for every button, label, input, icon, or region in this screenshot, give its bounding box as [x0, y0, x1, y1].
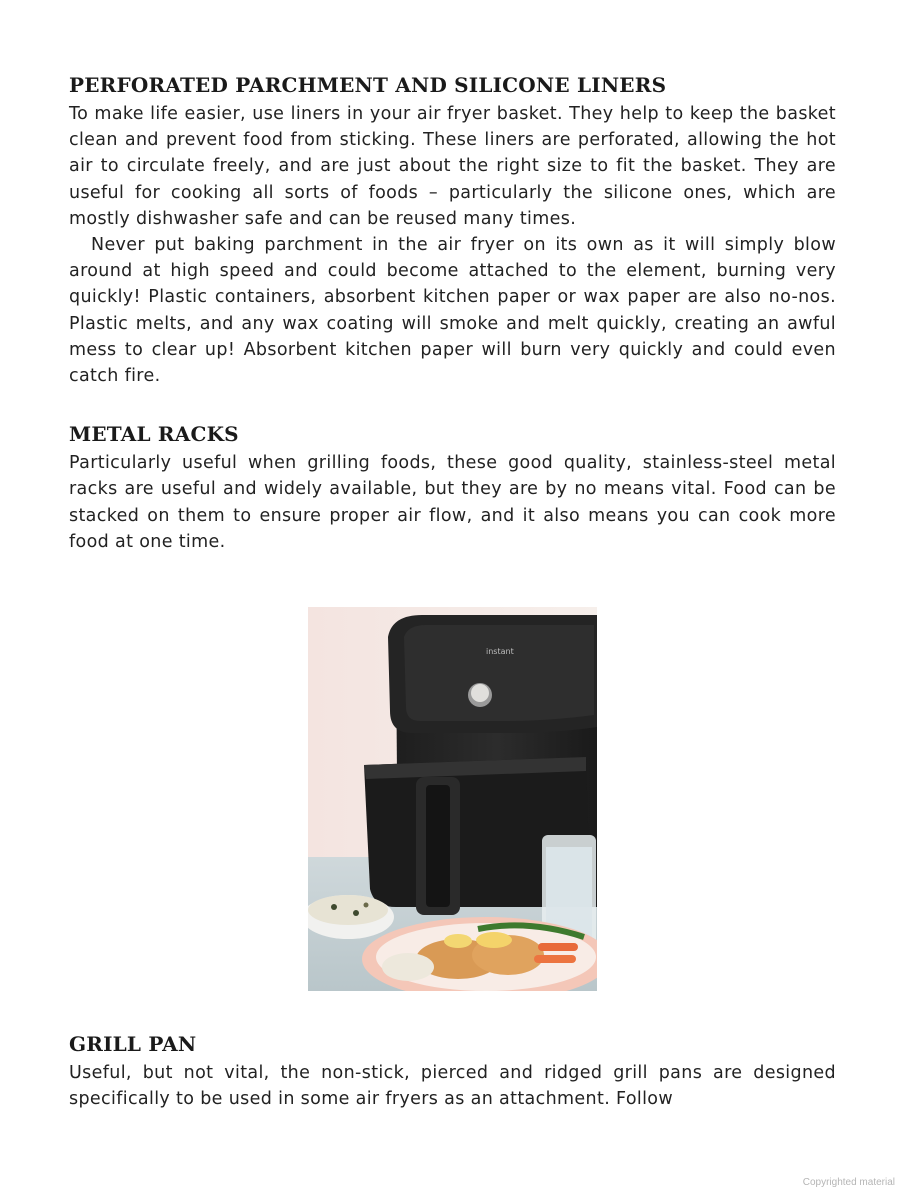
section-heading-metal-racks: METAL RACKS — [69, 422, 239, 447]
section-grill-pan — [69, 1031, 836, 1112]
section-liners — [69, 72, 836, 389]
page-content — [69, 72, 836, 587]
air-fryer-photo — [308, 607, 597, 991]
paragraph-grill-pan: Useful, but not vital, the non-stick, pierced and ridged grill pans are designed specifically to be used in some air fryers as an attachment. Follow — [69, 1063, 836, 1110]
section-heading-liners: PERFORATED PARCHMENT AND SILICONE LINERS — [69, 73, 667, 97]
brand-logo-text: instant — [486, 647, 514, 656]
paragraph-metal-racks: Particularly useful when grilling foods, these good quality, stainless-steel metal racks are useful and widely available, but they are by no means vital. Food can be stacked on them to ensure proper air flow, and it also means you can cook more food at one time. — [69, 453, 836, 552]
section-metal-racks — [69, 421, 836, 555]
section-heading-grill-pan: GRILL PAN — [69, 1032, 197, 1056]
air-fryer-illustration — [308, 607, 597, 991]
paragraph-liners-1: To make life easier, use liners in your air fryer basket. They help to keep the basket clean and prevent food from sticking. These liners are perforated, allowing the hot air to circulate freely, and are just about the right size to fit the basket. They are useful for cooking all sorts of foods – particularly the silicone ones, which are mostly dishwasher safe and can be reused many times. — [69, 104, 836, 229]
copyright-notice: Copyrighted material — [802, 1177, 895, 1188]
paragraph-liners-2: Never put baking parchment in the air fryer on its own as it will simply blow around at high speed and could become attached to the element, burning very quickly! Plastic containers, absorbent kitchen paper or wax paper are also no-nos. Plastic melts, and any wax coating will smoke and melt quickly, creating an awful mess to clear up! Absorbent kitchen paper will burn very quickly and could even catch fire. — [69, 235, 836, 387]
